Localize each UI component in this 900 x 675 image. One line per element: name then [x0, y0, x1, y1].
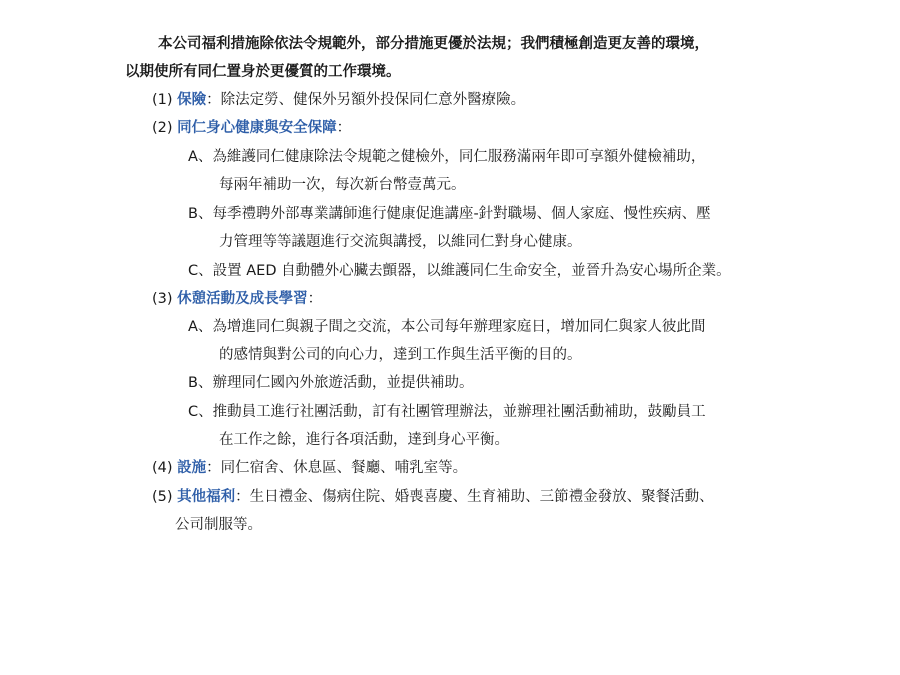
- subitem-text: 為維護同仁健康除法令規範之健檢外，同仁服務滿兩年即可享額外健檢補助，: [212, 149, 706, 165]
- item-text: ：生日禮金、傷病住院、婚喪喜慶、生育補助、三節禮金發放、聚餐活動、: [235, 489, 714, 505]
- subitem-3a: [188, 316, 705, 338]
- item-1: [152, 89, 525, 111]
- subitem-3a-cont: 的感情與對公司的向心力，達到工作與生活平衡的目的。: [219, 347, 582, 363]
- intro-line-2: 以期使所有同仁置身於更優質的工作環境。: [125, 64, 401, 80]
- subitem-3c: [188, 401, 706, 423]
- subitem-3c-cont: 在工作之餘，進行各項活動，達到身心平衡。: [219, 432, 509, 448]
- subitem-3b: [188, 372, 473, 394]
- item-3: [152, 288, 322, 310]
- subitem-text: 為增進同仁與親子間之交流，本公司每年辦理家庭日，增加同仁與家人彼此間: [212, 319, 706, 335]
- subitem-marker: B、: [188, 375, 213, 391]
- intro-line-1: 本公司福利措施除依法令規範外，部分措施更優於法規；我們積極創造更友善的環境，: [158, 36, 709, 52]
- item-5: [152, 486, 714, 508]
- item-title: 其他福利: [177, 489, 236, 505]
- item-text: ：: [307, 291, 323, 307]
- item-text: ：: [336, 120, 352, 136]
- item-4: [152, 457, 467, 479]
- subitem-2a: [188, 146, 705, 168]
- item-5-cont: 公司制服等。: [175, 517, 262, 533]
- subitem-marker: A、: [188, 149, 213, 165]
- item-2: [152, 117, 351, 139]
- item-number: (1): [152, 92, 173, 108]
- subitem-marker: C、: [188, 404, 213, 420]
- subitem-marker: C、: [188, 263, 213, 279]
- subitem-marker: A、: [188, 319, 213, 335]
- subitem-2b-cont: 力管理等等議題進行交流與講授，以維同仁對身心健康。: [219, 234, 582, 250]
- subitem-text: 設置 AED 自動體外心臟去顫器，以維護同仁生命安全，並晉升為安心場所企業。: [212, 263, 731, 279]
- item-number: (4): [152, 460, 173, 476]
- item-text: ：除法定勞、健保外另額外投保同仁意外醫療險。: [206, 92, 526, 108]
- item-title: 同仁身心健康與安全保障: [177, 120, 337, 136]
- subitem-text: 每季禮聘外部專業講師進行健康促進講座-針對職場、個人家庭、慢性疾病、壓: [212, 206, 711, 222]
- subitem-2b: [188, 203, 711, 225]
- item-number: (2): [152, 120, 173, 136]
- subitem-marker: B、: [188, 206, 213, 222]
- item-text: ：同仁宿舍、休息區、餐廳、哺乳室等。: [206, 460, 468, 476]
- subitem-2c: [188, 260, 731, 282]
- subitem-2a-cont: 每兩年補助一次，每次新台幣壹萬元。: [219, 177, 466, 193]
- item-number: (5): [152, 489, 173, 505]
- item-title: 休憩活動及成長學習: [177, 291, 308, 307]
- subitem-text: 辦理同仁國內外旅遊活動，並提供補助。: [212, 375, 474, 391]
- item-title: 保險: [177, 92, 207, 108]
- item-number: (3): [152, 291, 173, 307]
- item-title: 設施: [177, 460, 207, 476]
- subitem-text: 推動員工進行社團活動，訂有社團管理辦法，並辦理社團活動補助，鼓勵員工: [212, 404, 706, 420]
